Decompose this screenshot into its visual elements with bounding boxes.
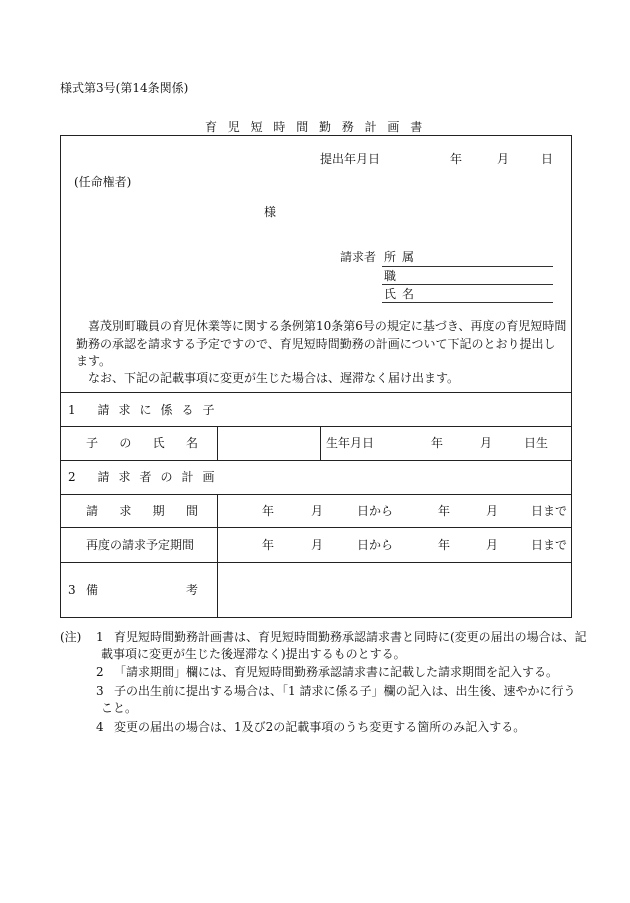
- requester-label: 請求者: [340, 250, 377, 264]
- birth-month: 月: [480, 436, 493, 450]
- position-label: 職: [384, 269, 397, 283]
- table-line-1: [60, 392, 572, 393]
- note4-number: 4: [96, 720, 104, 734]
- note3-line1: 子の出生前に提出する場合は、「1 請求に係る子」欄の記入は、出生後、速やかに行う: [114, 684, 576, 698]
- table-line-3: [60, 460, 572, 461]
- period-start-month: 月: [311, 504, 324, 518]
- submission-date-label: 提出年月日: [320, 152, 381, 166]
- birth-day: 日生: [524, 436, 549, 450]
- note2-number: 2: [96, 665, 104, 679]
- table-col-divider-3: [217, 494, 218, 618]
- redo-end-until: 日まで: [531, 538, 568, 552]
- note4-line1: 変更の届出の場合は、1及び2の記載事項のうち変更する箇所のみ記入する。: [114, 720, 526, 734]
- request-period-label: 請求期間: [86, 504, 198, 518]
- sama-label: 様: [264, 205, 277, 219]
- table-col-divider-2: [320, 426, 321, 460]
- name-line: [382, 302, 553, 303]
- position-line: [382, 284, 553, 285]
- body-para1-line1: 喜茂別町職員の育児休業等に関する条例第10条第6号の規定に基づき、再度の育児短時間: [88, 319, 567, 333]
- section2-label: 2 請求者の計画: [68, 470, 224, 484]
- birth-year: 年: [431, 436, 444, 450]
- section1-label: 1 請求に係る子: [68, 403, 224, 417]
- redo-end-year: 年: [438, 538, 451, 552]
- remarks-number: 3: [68, 583, 76, 597]
- form-number: 様式第3号(第14条関係): [60, 81, 189, 95]
- body-para1-line3: ます。: [76, 354, 112, 368]
- table-line-5: [60, 527, 572, 528]
- period-end-month: 月: [486, 504, 499, 518]
- redo-start-month: 月: [311, 538, 324, 552]
- redo-end-month: 月: [486, 538, 499, 552]
- note2-line1: 「請求期間」欄には、育児短時間勤務承認請求書に記載した請求期間を記入する。: [114, 665, 559, 679]
- affiliation-line: [382, 266, 553, 267]
- date-month: 月: [497, 152, 510, 166]
- redo-period-label: 再度の請求予定期間: [86, 538, 195, 552]
- body-para2: なお、下記の記載事項に変更が生じた場合は、遅滞なく届け出ます。: [88, 371, 460, 385]
- name-label: 氏名: [384, 287, 421, 301]
- body-para1-line2: 勤務の承認を請求する予定ですので、育児短時間勤務の計画について下記のとおり提出し: [76, 337, 556, 351]
- table-line-6: [60, 562, 572, 563]
- period-start-year: 年: [262, 504, 275, 518]
- date-day: 日: [541, 152, 554, 166]
- table-line-4: [60, 494, 572, 495]
- table-line-2: [60, 426, 572, 427]
- note3-line2: こと。: [101, 701, 138, 715]
- date-year: 年: [450, 152, 463, 166]
- period-start-from: 日から: [357, 504, 394, 518]
- remarks-label: 備考: [86, 583, 198, 597]
- form-title: 育児短時間勤務計画書: [205, 120, 434, 134]
- affiliation-label: 所属: [384, 250, 421, 264]
- period-end-until: 日まで: [531, 504, 568, 518]
- note3-number: 3: [96, 684, 104, 698]
- birth-date-label: 生年月日: [326, 436, 375, 450]
- child-name-label: 子の氏名: [86, 436, 198, 450]
- appointer-label: (任命権者): [74, 175, 132, 189]
- notes-prefix: (注): [60, 630, 82, 644]
- note1-number: 1: [96, 630, 104, 644]
- redo-start-from: 日から: [357, 538, 394, 552]
- period-end-year: 年: [438, 504, 451, 518]
- redo-start-year: 年: [262, 538, 275, 552]
- note1-line1: 育児短時間勤務計画書は、育児短時間勤務承認請求書と同時に(変更の届出の場合は、記: [114, 630, 587, 644]
- note1-line2: 載事項に変更が生じた後遅滞なく)提出するものとする。: [101, 647, 406, 661]
- table-col-divider-1: [217, 426, 218, 460]
